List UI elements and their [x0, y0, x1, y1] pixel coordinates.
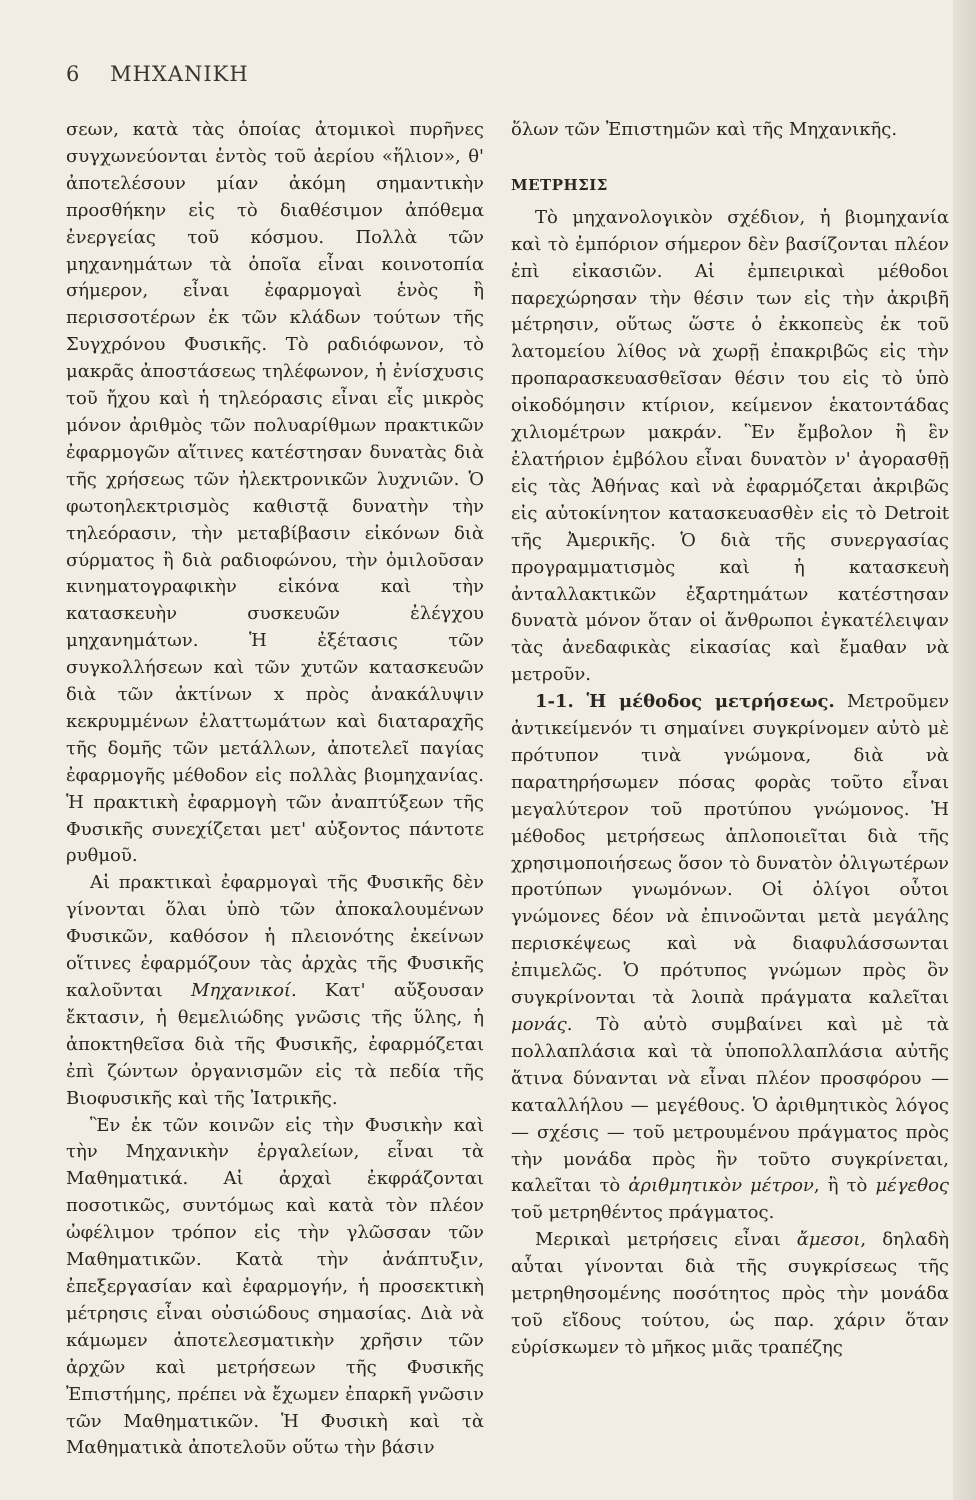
text-run: . Κατ' αὔξουσαν ἔκτασιν, ἡ θεμελιώδης γνῶσις τῆς ὕλης, ἡ ἀποκτηθεῖσα διὰ τῆς Φυσικῆς, ἐφαρμόζεται ἐπὶ ζώντων ὀργανισμῶν εἰς τὰ πεδία τῆς Βιοφυσικῆς καὶ τῆς Ἰατρικῆς.: [66, 980, 484, 1109]
italic-term: Μηχανικοί: [191, 980, 291, 1001]
paragraph: ὅλων τῶν Ἐπιστημῶν καὶ τῆς Μηχανικῆς.: [511, 119, 898, 140]
section-heading: ΜΕΤΡΗΣΙΣ: [511, 175, 608, 194]
left-column: [66, 117, 484, 1462]
right-column: [511, 117, 949, 1362]
text-run: Μετροῦμεν ἀντικείμενόν τι σημαίνει συγκρίνομεν αὐτὸ μὲ πρότυπον τινὰ γνώμονα, διὰ νὰ παρατηρήσωμεν πόσας φορὰς τοῦτο εἶναι μεγαλύτερον τοῦ προτύπου γνώμονος. Ἡ μέθοδος μετρήσεως ἁπλοποιεῖται διὰ τῆς χρησιμοποιήσεως ὅσον τὸ δυνατὸν ὀλιγωτέρων προτύπων γνωμόνων. Οἱ ὀλίγοι οὗτοι γνώμονες δέον νὰ ἐπινοῶνται μετὰ μεγάλης περισκέψεως καὶ νὰ διαφυλάσσωνται ἐπιμελῶς. Ὁ πρότυπος γνώμων πρὸς ὃν συγκρίνονται τὰ λοιπὰ πράγματα καλεῖται: [511, 691, 950, 1009]
text-run: , δηλαδὴ αὗται γίνονται διὰ τῆς συγκρίσεως τῆς μετρηθησομένης ποσότητος πρὸς τὴν μονάδα τοῦ εἴδους τούτου, ὡς παρ. χάριν ὅταν εὑρίσκωμεν τὸ μῆκος μιᾶς τραπέζης: [511, 1229, 949, 1358]
paragraph: σεων, κατὰ τὰς ὁποίας ἀτομικοὶ πυρῆνες συγχωνεύονται ἐντὸς τοῦ ἀερίου «ἥλιον», θ' ἀποτελέσουν μίαν ἀκόμη σημαντικὴν προσθήκην εἰς τὸ διαθέσιμον ἀπόθεμα ἐνεργείας τοῦ κόσμου. Πολλὰ τῶν μηχανημάτων τὰ ὁποῖα εἶναι κοινοτοπία σήμερον, εἶναι ἐφαρμογαὶ ἑνὸς ἢ περισσοτέρων ἐκ τῶν κλάδων τούτων τῆς Συγχρόνου Φυσικῆς. Τὸ ραδιόφωνον, τὸ μακρᾶς ἀποστάσεως τηλέφωνον, ἡ ἐνίσχυσις τοῦ ἤχου καὶ ἡ τηλεόρασις εἶναι εἷς μικρὸς μόνον ἀριθμὸς τῶν πολυαρίθμων πρακτικῶν ἐφαρμογῶν αἵτινες κατέστησαν δυνατὰς διὰ τῆς χρήσεως τῶν ἠλεκτρονικῶν λυχνιῶν. Ὁ φωτοηλεκτρισμὸς καθιστᾷ δυνατὴν τὴν τηλεόρασιν, τὴν μεταβίβασιν εἰκόνων διὰ σύρματος ἢ διὰ ραδιοφώνου, τὴν ὁμιλοῦσαν κινηματογραφικὴν εἰκόνα καὶ τὴν κατασκευὴν συσκευῶν ἐλέγχου μηχανημάτων. Ἡ ἐξέτασις τῶν συγκολλήσεων καὶ τῶν χυτῶν κατασκευῶν διὰ τῶν ἀκτίνων x πρὸς ἀνακάλυψιν κεκρυμμένων ἐλαττωμάτων καὶ διαταραχῆς τῆς δομῆς τῶν μετάλλων, ἀποτελεῖ παγίας ἐφαρμογῆς μέθοδον εἰς πολλὰς βιομηχανίας. Ἡ πρακτικὴ ἐφαρμογὴ τῶν ἀναπτύξεων τῆς Φυσικῆς συνεχίζεται μετ' αὐξοντος πάντοτε ρυθμοῦ.: [66, 119, 484, 867]
italic-term: ἄμεσοι: [796, 1229, 861, 1251]
page-edge-shadow: [953, 0, 976, 1500]
paragraph: Ἓν ἐκ τῶν κοινῶν εἰς τὴν Φυσικὴν καὶ τὴν Μηχανικὴν ἐργαλείων, εἶναι τὰ Μαθηματικά. Αἱ ἀρχαὶ ἐκφράζονται ποσοτικῶς, συντόμως καὶ κατὰ τὸν πλέον ὠφέλιμον τρόπον εἰς τὴν γλῶσσαν τῶν Μαθηματικῶν. Κατὰ τὴν ἀνάπτυξιν, ἐπεξεργασίαν καὶ ἐφαρμογήν, ἡ προσεκτικὴ μέτρησις εἶναι οὐσιώδους σημασίας. Διὰ νὰ κάμωμεν ἀποτελεσματικὴν χρῆσιν τῶν ἀρχῶν καὶ μετρήσεων τῆς Φυσικῆς Ἐπιστήμης, πρέπει νὰ ἔχωμεν ἐπαρκῆ γνῶσιν τῶν Μαθηματικῶν. Ἡ Φυσικὴ καὶ τὰ Μαθηματικὰ ἀποτελοῦν οὕτω τὴν βάσιν: [66, 1114, 484, 1459]
paragraph: [511, 689, 949, 1227]
paragraph: Τὸ μηχανολογικὸν σχέδιον, ἡ βιομηχανία καὶ τὸ ἐμπόριον σήμερον δὲν βασίζονται πλέον ἐπὶ εἰκασιῶν. Αἱ ἐμπειρικαὶ μέθοδοι παρεχώρησαν τὴν θέσιν των εἰς τὴν ἀκριβῆ μέτρησιν, οὕτως ὥστε ὁ ἐκκοπεὺς ἐκ τοῦ λατομείου λίθος νὰ χωρῇ ἐπακριβῶς εἰς τὴν προπαρασκευασθεῖσαν θέσιν του εἰς τὸ ὑπὸ οἰκοδόμησιν κτίριον, κείμενον ἑκατοντάδας χιλιομέτρων μακράν. Ἓν ἔμβολον ἢ ἓν ἐλατήριον ἐμβόλου εἶναι δυνατὸν ν' ἀγορασθῇ εἰς τὰς Ἀθήνας καὶ νὰ ἐφαρμόζεται ἀκριβῶς εἰς αὐτοκίνητον κατασκευασθὲν εἰς τὸ Detroit τῆς Ἀμερικῆς. Ὁ διὰ τῆς συνεργασίας προγραμματισμὸς καὶ ἡ κατασκευὴ ἀνταλλακτικῶν ἐξαρτημάτων κατέστησαν δυνατὰ μόνον ὅταν οἱ ἄνθρωποι ἐγκατέλειψαν τὰς ἀνεδαφικὰς εἰκασίας καὶ ἔμαθαν νὰ μετροῦν.: [511, 206, 949, 686]
paragraph: [66, 870, 484, 1112]
text-run: Αἱ πρακτικαὶ ἐφαρμογαὶ τῆς Φυσικῆς δὲν γίνονται ὅλαι ὑπὸ τῶν ἀποκαλουμένων Φυσικῶν, καθόσον ἡ πλειονότης ἐκείνων οἵτινες ἐφαρμόζουν τὰς ἀρχὰς τῆς Φυσικῆς καλοῦνται: [66, 872, 484, 1001]
italic-term: μέγεθος: [875, 1175, 950, 1197]
text-run: τοῦ μετρηθέντος πράγματος.: [511, 1202, 775, 1224]
italic-term: μονάς: [511, 1014, 567, 1035]
subsection-heading: 1-1. Ἡ μέθοδος μετρήσεως.: [535, 691, 835, 713]
text-run: , ἢ τὸ: [813, 1175, 876, 1197]
italic-term: ἀριθμητικὸν μέτρον: [628, 1175, 814, 1197]
page-header: [66, 62, 249, 86]
text-run: . Τὸ αὐτὸ συμβαίνει καὶ μὲ τὰ πολλαπλάσια καὶ τὰ ὑποπολλαπλάσια αὐτῆς ἅτινα δύνανται νὰ εἶναι πλέον προσφόρου — καταλλήλου — μεγέθους. Ὁ ἀριθμητικὸς λόγος — σχέσις — τοῦ μετρουμένου πράγματος πρὸς τὴν μονάδα πρὸς ἣν τοῦτο συγκρίνεται, καλεῖται τὸ: [511, 1014, 949, 1197]
text-run: Μερικαὶ μετρήσεις εἶναι: [535, 1229, 797, 1251]
running-title: ΜΗΧΑΝΙΚΗ: [110, 62, 249, 86]
paragraph: [511, 1227, 949, 1362]
page-number: 6: [66, 62, 81, 86]
